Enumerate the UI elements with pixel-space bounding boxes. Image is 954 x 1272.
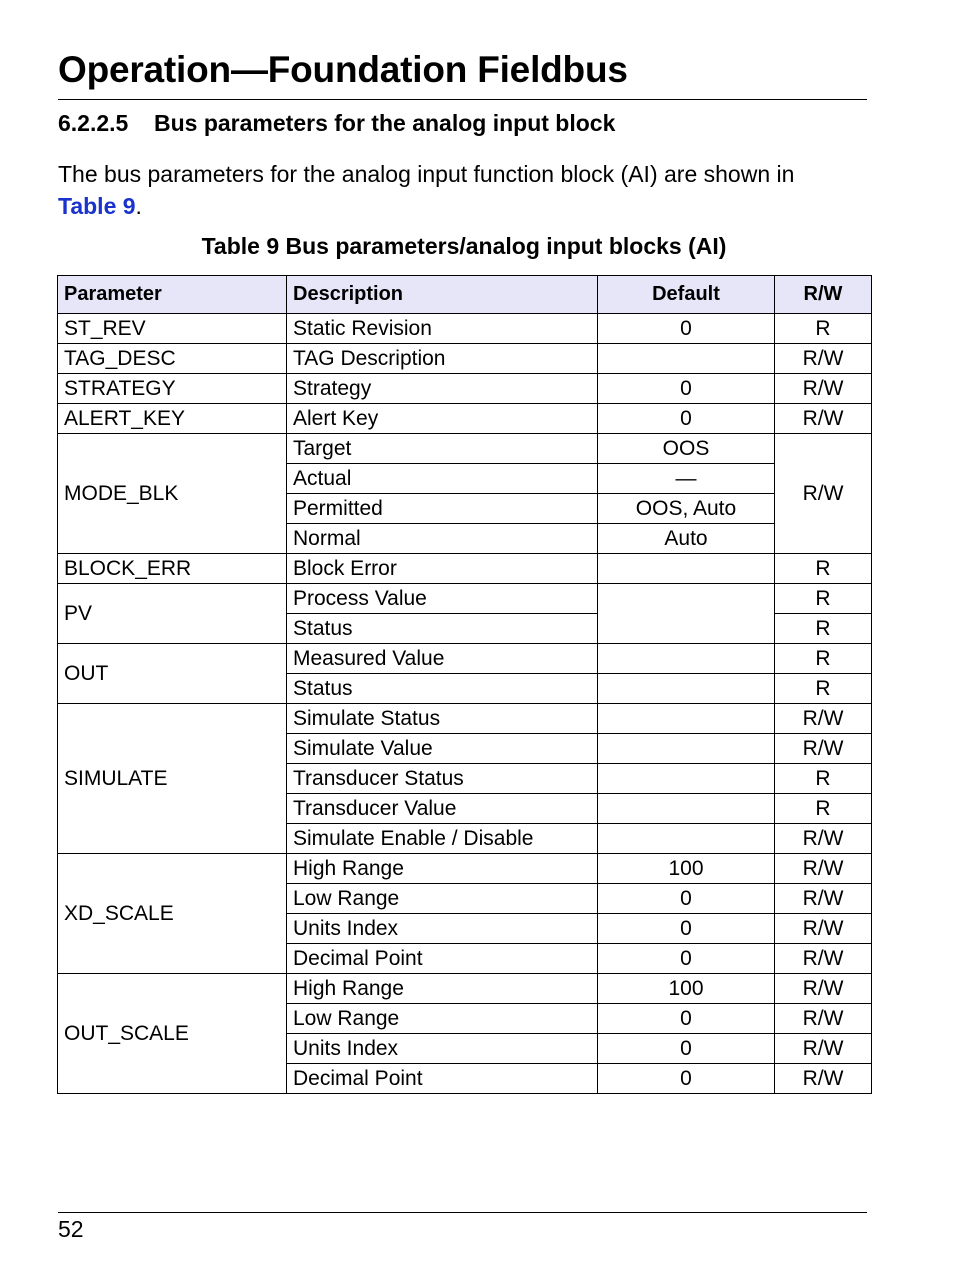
column-header-parameter: Parameter: [58, 276, 287, 314]
rw-cell: R/W: [775, 1004, 872, 1034]
parameter-cell: XD_SCALE: [58, 854, 287, 974]
description-cell: Measured Value: [287, 644, 598, 674]
default-cell: Auto: [598, 524, 775, 554]
description-cell: Simulate Status: [287, 704, 598, 734]
default-cell: [598, 554, 775, 584]
table-row: [58, 644, 872, 674]
table-row: [58, 404, 872, 434]
section-number: 6.2.2.5: [58, 110, 129, 136]
rw-cell: R/W: [775, 374, 872, 404]
description-cell: TAG Description: [287, 344, 598, 374]
page-number: 52: [58, 1216, 84, 1242]
default-cell: 0: [598, 914, 775, 944]
rw-cell: R/W: [775, 734, 872, 764]
rw-cell: R: [775, 764, 872, 794]
description-cell: Low Range: [287, 1004, 598, 1034]
rw-cell: R/W: [775, 884, 872, 914]
default-cell: [598, 674, 775, 704]
rw-cell: R: [775, 314, 872, 344]
rw-cell: R/W: [775, 854, 872, 884]
column-header-description: Description: [287, 276, 598, 314]
intro-text-end: .: [135, 193, 142, 219]
table-row: [58, 314, 872, 344]
table-row: [58, 854, 872, 884]
default-cell: [598, 794, 775, 824]
default-cell: 0: [598, 314, 775, 344]
description-cell: High Range: [287, 974, 598, 1004]
description-cell: Units Index: [287, 1034, 598, 1064]
description-cell: Normal: [287, 524, 598, 554]
default-cell: 100: [598, 974, 775, 1004]
default-cell: 0: [598, 944, 775, 974]
default-cell: —: [598, 464, 775, 494]
default-cell: 0: [598, 374, 775, 404]
default-cell: OOS: [598, 434, 775, 464]
table-header-row: [58, 276, 872, 314]
default-cell: 0: [598, 404, 775, 434]
parameter-cell: PV: [58, 584, 287, 644]
table-row: [58, 974, 872, 1004]
default-cell: 0: [598, 1004, 775, 1034]
page-title: Operation—Foundation Fieldbus: [58, 49, 628, 90]
rw-cell: R/W: [775, 1064, 872, 1094]
table-body: [58, 314, 872, 1094]
rw-cell: R: [775, 614, 872, 644]
column-header-default: Default: [598, 276, 775, 314]
intro-paragraph: [58, 158, 858, 222]
title-divider: [58, 99, 867, 100]
parameters-table: [57, 275, 872, 1094]
description-cell: Process Value: [287, 584, 598, 614]
description-cell: Permitted: [287, 494, 598, 524]
rw-cell: R/W: [775, 404, 872, 434]
parameter-cell: MODE_BLK: [58, 434, 287, 554]
rw-cell: R/W: [775, 974, 872, 1004]
description-cell: Alert Key: [287, 404, 598, 434]
description-cell: Decimal Point: [287, 944, 598, 974]
default-cell: 0: [598, 884, 775, 914]
default-cell: 0: [598, 1064, 775, 1094]
default-cell: [598, 704, 775, 734]
description-cell: Static Revision: [287, 314, 598, 344]
parameter-cell: STRATEGY: [58, 374, 287, 404]
parameter-cell: ALERT_KEY: [58, 404, 287, 434]
default-cell: 0: [598, 1034, 775, 1064]
default-cell: [598, 824, 775, 854]
rw-cell: R: [775, 554, 872, 584]
rw-cell: R/W: [775, 944, 872, 974]
intro-text: The bus parameters for the analog input function block (AI) are shown in: [58, 161, 795, 187]
description-cell: Actual: [287, 464, 598, 494]
section-title: Bus parameters for the analog input block: [154, 110, 616, 136]
table-row: [58, 434, 872, 464]
parameter-cell: BLOCK_ERR: [58, 554, 287, 584]
parameter-cell: TAG_DESC: [58, 344, 287, 374]
column-header-rw: R/W: [775, 276, 872, 314]
default-cell: [598, 644, 775, 674]
rw-cell: R/W: [775, 914, 872, 944]
rw-cell: R: [775, 674, 872, 704]
default-cell: [598, 344, 775, 374]
parameter-cell: ST_REV: [58, 314, 287, 344]
description-cell: Block Error: [287, 554, 598, 584]
default-cell: OOS, Auto: [598, 494, 775, 524]
description-cell: Decimal Point: [287, 1064, 598, 1094]
table-row: [58, 344, 872, 374]
description-cell: Strategy: [287, 374, 598, 404]
rw-cell: R/W: [775, 344, 872, 374]
parameter-cell: OUT_SCALE: [58, 974, 287, 1094]
table-9-link[interactable]: Table 9: [58, 193, 136, 219]
default-cell: [598, 764, 775, 794]
parameter-cell: SIMULATE: [58, 704, 287, 854]
description-cell: Transducer Value: [287, 794, 598, 824]
description-cell: Simulate Value: [287, 734, 598, 764]
rw-cell: R: [775, 794, 872, 824]
description-cell: Units Index: [287, 914, 598, 944]
description-cell: Low Range: [287, 884, 598, 914]
footer-divider: [58, 1212, 867, 1213]
default-cell: [598, 734, 775, 764]
rw-cell: R/W: [775, 704, 872, 734]
rw-cell: R: [775, 584, 872, 614]
description-cell: Status: [287, 674, 598, 704]
table-caption: Table 9 Bus parameters/analog input blocks (AI): [201, 233, 727, 259]
parameter-cell: OUT: [58, 644, 287, 704]
table-row: [58, 374, 872, 404]
description-cell: Simulate Enable / Disable: [287, 824, 598, 854]
rw-cell: R/W: [775, 1034, 872, 1064]
description-cell: Target: [287, 434, 598, 464]
table-row: [58, 584, 872, 614]
rw-cell: R/W: [775, 434, 872, 554]
description-cell: High Range: [287, 854, 598, 884]
rw-cell: R: [775, 644, 872, 674]
table-row: [58, 704, 872, 734]
section-heading: [58, 108, 615, 138]
description-cell: Transducer Status: [287, 764, 598, 794]
default-cell: [598, 584, 775, 644]
description-cell: Status: [287, 614, 598, 644]
rw-cell: R/W: [775, 824, 872, 854]
default-cell: 100: [598, 854, 775, 884]
table-row: [58, 554, 872, 584]
